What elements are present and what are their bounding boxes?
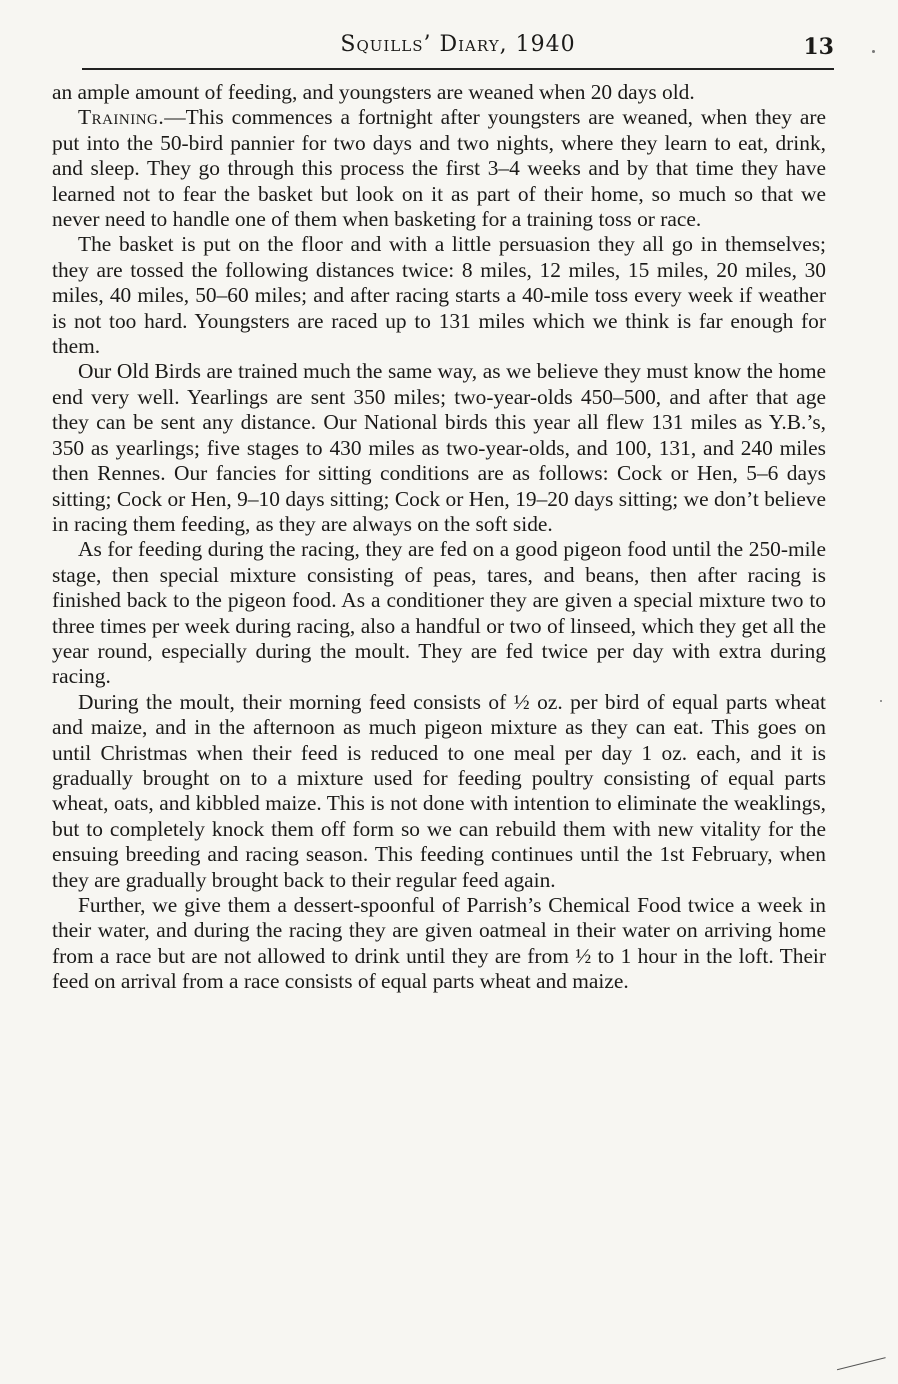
scan-speck [880,700,882,702]
paragraph-old-birds [52,359,826,537]
body-text [52,80,826,995]
paragraph-text: As for feeding during the racing, they are fed on a good pigeon food until the 250-mile stage, then special mixture consisting of peas, tares, and beans, then after racing is finished back to the pigeon food. As a conditioner they are given a special mixture two to three times per week during racing, also a handful or two of linseed, which they get all the year round, especially during the moult. They are fed twice per day with extra during racing. [52,537,826,689]
paragraph-text: an ample amount of feeding, and youngsters are weaned when 20 days old. [52,80,695,104]
paragraph-text: Further, we give them a dessert-spoonful of Parrish’s Chemical Food twice a week in their water, and during the racing they are given oatmeal in their water on arriving home from a race but are not allowed to drink until they are from ½ to 1 hour in the loft. Their feed on arrival from a race consists of equal parts wheat and maize. [52,893,826,994]
paragraph-text: Our Old Birds are trained much the same way, as we believe they must know the home end very well. Yearlings are sent 350 miles; two-year-olds 450–500, and after that age they can be sent any distance. Our National birds this year all flew 131 miles as Y.B.’s, 350 as yearlings; five stages to 430 miles as two-year-olds, and 100, 131, and 240 miles then Rennes. Our fancies for sitting conditions are as follows: Cock or Hen, 5–6 days sitting; Cock or Hen, 9–10 days sitting; Cock or Hen, 19–20 days sitting; we don’t believe in racing them feeding, as they are always on the soft side. [52,359,826,536]
paragraph-text: The basket is put on the floor and with a little persuasion they all go in themselves; they are tossed the following distances twice: 8 miles, 12 miles, 15 miles, 20 miles, 30 miles, 40 miles, 50–60 miles; and after racing starts a 40-mile toss every week if weather is not too hard. Youngsters are raced up to 131 miles which we think is far enough for them. [52,232,826,359]
paragraph-racing-feed [52,537,826,689]
pencil-mark [837,1357,889,1384]
paragraph-continued [52,80,826,105]
paragraph-training [52,105,826,232]
paragraph-text: —This commences a fortnight after youngsters are weaned, when they are put into the 50-bird pannier for two days and two nights, where they learn to eat, drink, and sleep. They go through this process the first 3–4 weeks and by that time they have learned not to fear the basket but look on it as part of their home, so much so that we never need to handle one of them when basketing for a training toss or race. [52,105,826,232]
running-title: Squills’ Diary, 1940 [340,32,576,57]
paragraph-text: During the moult, their morning feed consists of ½ oz. per bird of equal parts wheat and maize, and in the afternoon as much pigeon mixture as they can eat. This goes on until Christmas when their feed is reduced to one meal per day 1 oz. each, and it is gradually brought on to a mixture used for feeding poultry consisting of equal parts wheat, oats, and kibbled maize. This is not done with intention to eliminate the weaklings, but to completely knock them off form so we can rebuild them with new vitality for the ensuing breeding and racing season. This feeding continues until the 1st February, when they are gradually brought back to their regular feed again. [52,689,826,892]
paragraph-further [52,893,826,995]
page-header [82,28,834,70]
paragraph-moult [52,690,826,893]
paragraph-basket [52,232,826,359]
page-number: 13 [803,34,834,60]
section-heading-training: Training. [78,105,165,130]
scan-speck [872,50,875,53]
